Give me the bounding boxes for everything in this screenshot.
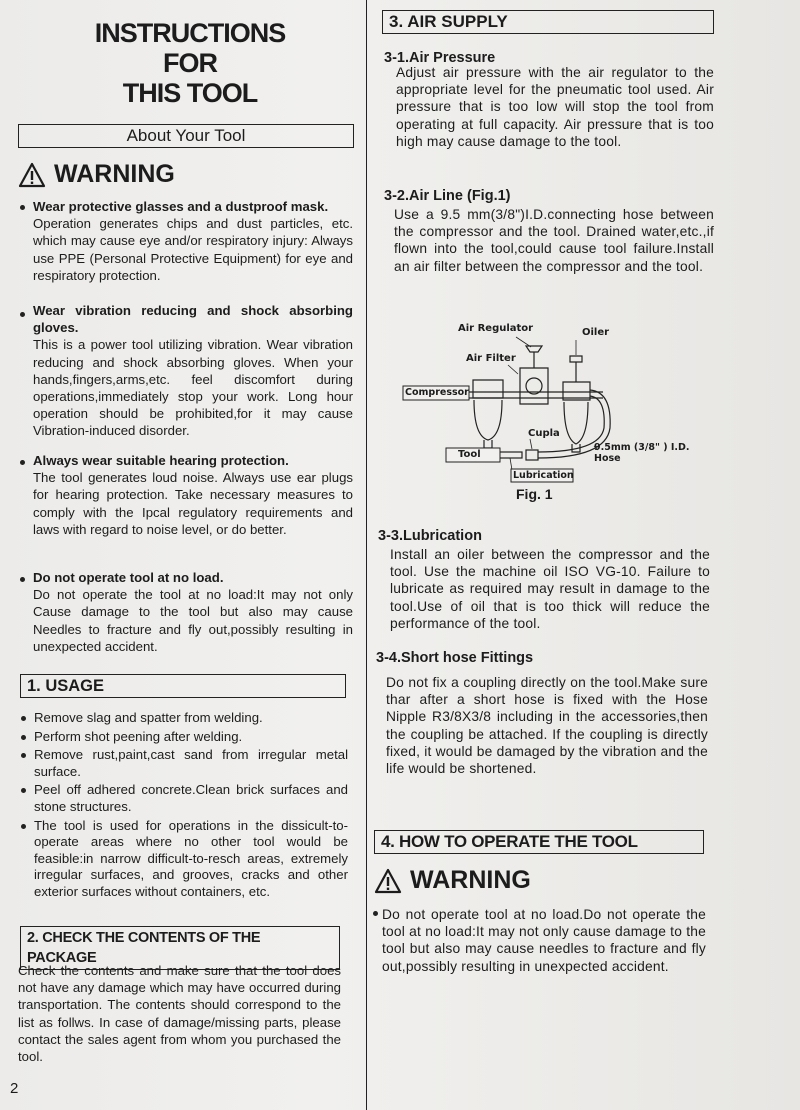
air-pressure-heading: 3-1.Air Pressure <box>384 50 496 66</box>
warning-item-head: Wear protective glasses and a dustproof mask. <box>33 199 329 214</box>
warning-item <box>33 452 353 538</box>
warning-label: WARNING <box>54 160 175 188</box>
hose-label: 9.5mm (3/8" ) I.D. Hose <box>594 442 690 464</box>
usage-list <box>20 710 348 903</box>
title-line: THIS TOOL <box>122 78 258 108</box>
check-body: Check the contents and make sure that the tool does not have any damage which may have occurred during transportation. The contents should correspond to the list as follws. In case of damage/missing parts, please contact the sales agent from whom you purchased the tool. <box>18 963 341 1065</box>
air-line-body: Use a 9.5 mm(3/8")I.D.connecting hose between the compressor and the tool. Drained water,etc.,if flown into the tool,could cause tool failure.Install an air filter between the compressor and the tool. <box>394 207 714 274</box>
air-line-heading: 3-2.Air Line (Fig.1) <box>384 188 511 204</box>
lubrication-heading: 3-3.Lubrication <box>378 528 482 544</box>
warning-item <box>33 198 353 284</box>
compressor-label: Compressor <box>405 387 469 398</box>
page-title <box>40 18 340 108</box>
page-number: 2 <box>10 1080 19 1097</box>
warning-item-head: Wear vibration reducing and shock absorbing gloves. <box>33 303 353 336</box>
figure-air-line <box>398 318 728 508</box>
usage-item: Perform shot peening after welding. <box>20 729 348 746</box>
title-line: FOR <box>163 48 217 78</box>
title-line: INSTRUCTIONS <box>94 18 286 48</box>
warning-label: WARNING <box>410 866 531 894</box>
about-heading: About Your Tool <box>18 124 354 148</box>
warning-item <box>33 569 353 655</box>
bullet-icon <box>20 460 25 465</box>
figure-caption: Fig. 1 <box>516 486 553 502</box>
tool-label: Tool <box>458 449 481 460</box>
lubrication-body: Install an oiler between the compressor and the tool. Use the machine oil ISO VG-10. Failure to lubricate as required may result in damage to the tool.Use of oil that is too thick will reduce the performance of the tool. <box>390 547 710 631</box>
warning-item-head: Always wear suitable hearing protection. <box>33 453 289 468</box>
usage-item: Remove slag and spatter from welding. <box>20 710 348 727</box>
short-hose-body: Do not fix a coupling directly on the tool.Make sure thar after a short hose is fixed with the Hose Nipple R3/8X3/8 including in the accessories,then the coupling be attached. If the coupling is directly fixed, it would be damaged by the vibration and the life would be shortened. <box>386 675 708 777</box>
short-hose-heading: 3-4.Short hose Fittings <box>376 650 534 666</box>
oiler-label: Oiler <box>582 327 610 338</box>
air-pressure-body: Adjust air pressure with the air regulator to the appropriate level for the pneumatic tool used. Air pressure that is too low will stop the tool from operating at full capacity. Air pressure that is too high may cause damage to the tool. <box>396 65 714 149</box>
usage-heading: 1. USAGE <box>20 674 346 698</box>
air-regulator-label: Air Regulator <box>458 323 534 334</box>
operate-warning-body: Do not operate tool at no load.Do not operate the tool at no load:It may not only cause damage to the tool but also may cause needles to fracture and fly out,possibly resulting in unexpected accident. <box>382 907 706 974</box>
air-filter-label: Air Filter <box>466 353 516 364</box>
warning-item-body: Operation generates chips and dust particles, etc. which may cause eye and/or respiratory injury: Always use PPE (Personal Protective Equipment) for eye and respiratory protection. <box>33 216 353 283</box>
cupla-label: Cupla <box>528 428 560 439</box>
column-divider <box>366 0 367 1110</box>
warning-item-body: Do not operate the tool at no load:It may not only Cause damage to the tool but also may cause Needles to fracture and fly out,possibly resulting in unexpected accident. <box>33 587 353 654</box>
lubrication-label: Lubrication <box>513 470 574 481</box>
air-supply-heading: 3. AIR SUPPLY <box>382 10 714 34</box>
bullet-icon <box>373 911 378 916</box>
warning-item <box>33 302 353 440</box>
warning-heading <box>18 160 175 189</box>
check-heading: 2. CHECK THE CONTENTS OF THE PACKAGE <box>20 926 340 970</box>
warning-triangle-icon <box>18 162 46 188</box>
usage-item: The tool is used for operations in the dissicult-to-operate areas where no other tool would be feasible:in narrow difficult-to-resch areas, extremely irregular surfaces, and grooves, cracks and other exterior surfaces without containers, etc. <box>20 818 348 901</box>
operate-heading: 4. HOW TO OPERATE THE TOOL <box>374 830 704 854</box>
warning-heading <box>374 866 531 895</box>
usage-item: Peel off adhered concrete.Clean brick surfaces and stone structures. <box>20 782 348 815</box>
warning-item-body: The tool generates loud noise. Always use ear plugs for hearing protection. Take necessary measures to comply with the Ipcal regulatory requirements and laws with regard to noise level, or do better. <box>33 470 353 537</box>
warning-triangle-icon <box>374 868 402 894</box>
warning-item-head: Do not operate tool at no load. <box>33 570 224 585</box>
usage-item: Remove rust,paint,cast sand from irregular metal surface. <box>20 747 348 780</box>
bullet-icon <box>20 577 25 582</box>
bullet-icon <box>20 205 25 210</box>
warning-item-body: This is a power tool utilizing vibration. Wear vibration reducing and shock absorbing gloves. When your hands,fingers,arms,etc. feel discomfort during operations,immediately stop your work. Long hour operation should be prohibited,for it may cause Vibration-induced disorder. <box>33 337 353 439</box>
bullet-icon <box>20 312 25 317</box>
